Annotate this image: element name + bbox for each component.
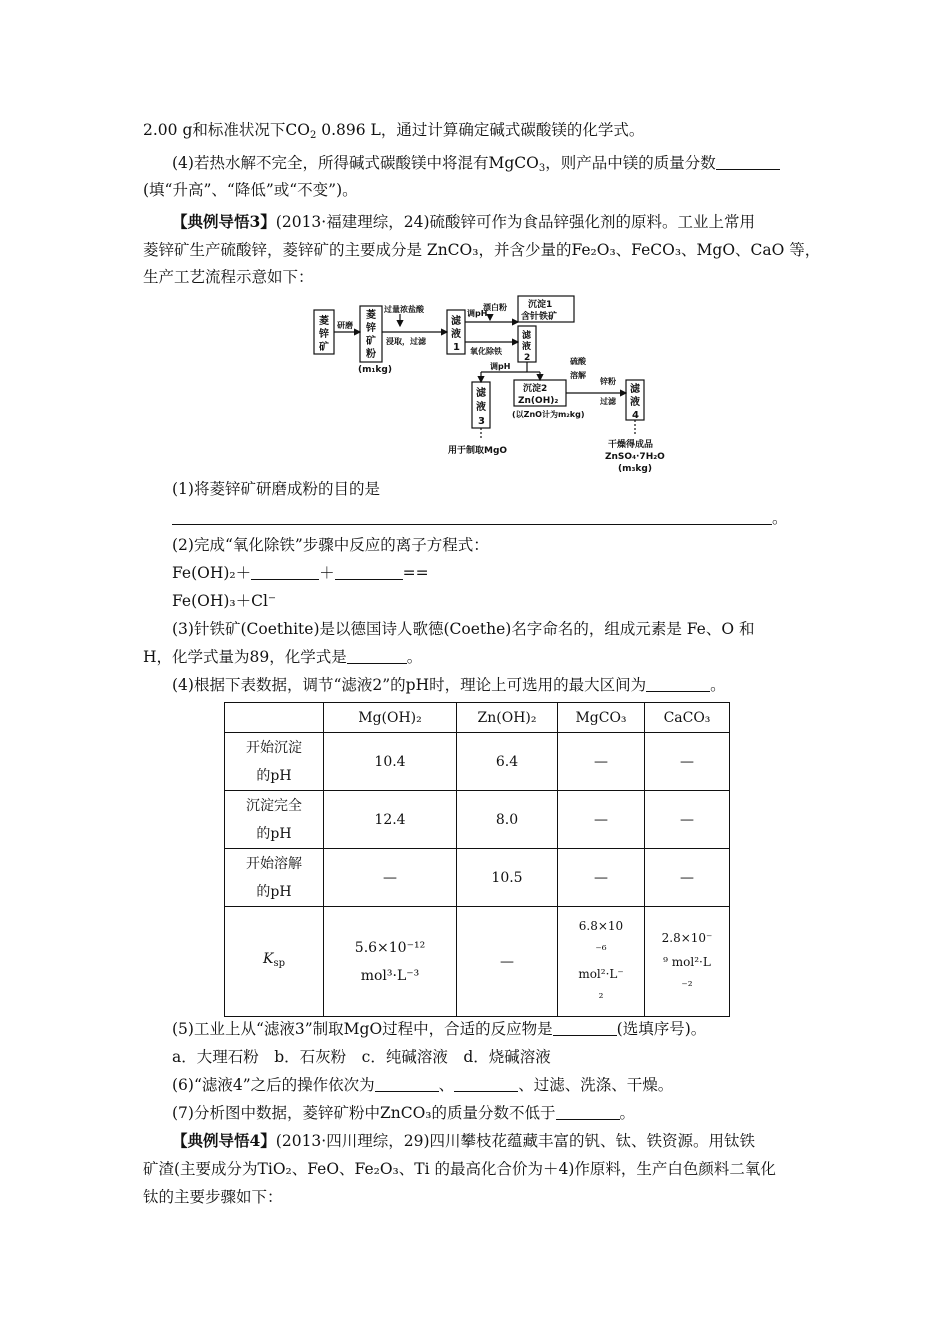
table-row [225, 791, 730, 849]
answer-blank [646, 677, 710, 692]
example-3-line-2: 菱锌矿生产硫酸锌，菱锌矿的主要成分是 ZnCO₃，并含少量的Fe₂O₃、FeCO₃、MgO、CaO 等， [143, 241, 821, 259]
table-cell: — [457, 907, 558, 1017]
example-3-intro: (2013·福建理综，24)硫酸锌可作为食品锌强化剂的原料。工业上常用 [275, 213, 755, 231]
flow-leach: 浸取，过滤 [386, 337, 426, 346]
answer-blank [172, 510, 772, 525]
example-4-line-3: 钛的主要步骤如下： [143, 1188, 283, 1206]
ksp-caco3-line: ⁹ mol²·L [663, 954, 711, 969]
eq1-part-a: Fe(OH)₂＋ [172, 564, 252, 582]
header-cell: MgCO₃ [558, 703, 645, 733]
q7-text: (7)分析图中数据，菱锌矿粉中ZnCO₃的质量分数不低于 [172, 1104, 556, 1122]
ksp-mgco3-line: ² [598, 990, 604, 1005]
line2-part-a: (4)若热水解不完全，所得碱式碳酸镁中将混有MgCO [172, 154, 539, 172]
table-row [225, 849, 730, 907]
row-label-line: 的pH [256, 883, 292, 900]
eq1-plus: ＋ [319, 564, 335, 582]
flow-acid: 过量浓盐酸 [384, 305, 424, 314]
ksp-label: K [262, 951, 274, 967]
question-4 [172, 675, 726, 695]
table-cell [558, 907, 645, 1017]
flow-zinc-powder: 锌粉 [600, 377, 616, 386]
ksp-caco3-line: ⁻² [681, 978, 693, 993]
q4-period: 。 [710, 676, 726, 694]
solubility-table [224, 702, 730, 1017]
answer-blank [251, 565, 319, 580]
table-cell: — [558, 791, 645, 849]
flow-f3-2: 液 [476, 402, 486, 413]
table-cell: — [558, 849, 645, 907]
question-1-answer-line [172, 508, 788, 528]
example-4-heading [172, 1131, 755, 1151]
question-7 [172, 1103, 635, 1123]
flow-ppt1-2: 含针铁矿 [521, 312, 558, 322]
q6-tail: 、过滤、洗涤、干燥。 [518, 1076, 674, 1094]
row-label [225, 733, 324, 791]
answer-blank [716, 155, 780, 170]
flow-ppt2-2: Zn(OH)₂ [518, 396, 559, 406]
answer-blank [375, 1077, 439, 1092]
flow-f4-1: 滤 [630, 384, 640, 395]
flow-f1-2: 液 [451, 329, 461, 340]
row-label-line: 开始沉淀 [246, 739, 302, 756]
text-line-2 [172, 153, 780, 179]
question-5-options: a．大理石粉 b．石灰粉 c．纯碱溶液 d．烧碱溶液 [172, 1048, 551, 1066]
flow-ore-1: 菱 [319, 316, 329, 327]
flow-bleach: 漂白粉 [483, 303, 507, 312]
q3-text: H，化学式量为89，化学式是 [143, 648, 347, 666]
flow-f4-2: 液 [630, 397, 640, 408]
header-cell: Mg(OH)₂ [324, 703, 457, 733]
flow-f2-2: 液 [522, 342, 532, 352]
flow-mgo: 用于制取MgO [448, 446, 508, 456]
flow-adjust-ph-2: 调pH [490, 362, 511, 371]
question-1: (1)将菱锌矿研磨成粉的目的是 [172, 480, 380, 498]
answer-blank [553, 1021, 617, 1036]
line1-part-c: 0.896 L，通过计算确定碱式碳酸镁的化学式。 [316, 121, 645, 139]
answer-blank [454, 1077, 518, 1092]
line2-sub: 3 [538, 163, 546, 174]
table-cell: — [324, 849, 457, 907]
flow-powder-4: 粉 [366, 349, 376, 360]
header-cell: CaCO₃ [645, 703, 730, 733]
flow-ore-2: 锌 [319, 329, 329, 340]
table-cell: — [645, 791, 730, 849]
q1-period: 。 [772, 509, 788, 527]
flow-ore-3: 矿 [319, 342, 329, 353]
example-4-tag: 【典例导悟4】 [172, 1131, 276, 1150]
flow-dry: 干燥得成品 [608, 440, 654, 450]
q6-sep: 、 [438, 1076, 455, 1094]
line1-sub: 2 [309, 130, 317, 141]
flow-sulfuric-2: 溶解 [570, 371, 586, 380]
flow-ppt1-1: 沉淀1 [528, 300, 553, 310]
flow-adjust-ph: 调pH [467, 309, 488, 318]
question-3-line-2 [143, 647, 422, 667]
question-2: (2)完成“氧化除铁”步骤中反应的离子方程式： [172, 536, 489, 554]
ksp-sub: sp [273, 958, 285, 969]
flow-f4-3: 4 [632, 410, 639, 421]
table-cell: — [645, 733, 730, 791]
table-cell: 6.4 [457, 733, 558, 791]
text-line-1 [143, 120, 644, 146]
answer-blank [556, 1105, 620, 1120]
table-cell: — [558, 733, 645, 791]
answer-blank [347, 649, 407, 664]
q5-text: (5)工业上从“滤液3”制取MgO过程中，合适的反应物是 [172, 1020, 553, 1038]
table-cell: 10.4 [324, 733, 457, 791]
flow-powder-2: 锌 [366, 323, 376, 334]
text-line-3: (填“升高”、“降低”或“不变”)。 [143, 181, 358, 199]
flow-m3: (m₃kg) [618, 464, 652, 474]
table-row-ksp [225, 907, 730, 1017]
q4-text: (4)根据下表数据，调节“滤液2”的pH时，理论上可选用的最大区间为 [172, 676, 647, 694]
flow-f2-1: 滤 [522, 331, 532, 341]
flow-powder-3: 矿 [366, 336, 376, 347]
question-6 [172, 1075, 673, 1095]
flow-f1-3: 1 [453, 342, 460, 353]
table-cell: — [645, 849, 730, 907]
row-label-line: 的pH [256, 825, 292, 842]
question-2-equation-1 [172, 563, 429, 583]
flow-filter: 过滤 [600, 397, 616, 406]
table-cell: 8.0 [457, 791, 558, 849]
example-4-line-2: 矿渣(主要成分为TiO₂、FeO、Fe₂O₃、Ti 的最高化合价为＋4)作原料，生产白色颜料二氧化 [143, 1160, 776, 1178]
flow-m1: (m₁kg) [358, 365, 392, 375]
process-flowchart [300, 292, 680, 482]
table-cell [324, 907, 457, 1017]
question-5 [172, 1019, 706, 1039]
example-4-intro: (2013·四川理综，29)四川攀枝花蕴藏丰富的钒、钛、铁资源。用钛铁 [275, 1132, 755, 1150]
q7-period: 。 [619, 1104, 636, 1122]
header-cell [225, 703, 324, 733]
table-row [225, 733, 730, 791]
flow-f1-1: 滤 [451, 316, 461, 327]
q3-period: 。 [406, 648, 423, 666]
ksp-caco3-line: 2.8×10⁻ [661, 930, 713, 945]
row-label-line: 的pH [256, 767, 292, 784]
flow-powder-1: 菱 [366, 310, 376, 321]
flow-f3-3: 3 [478, 416, 485, 427]
flow-oxidize: 氧化除铁 [470, 347, 502, 356]
ksp-mgco3-line: 6.8×10 [578, 918, 624, 933]
eq1-equals: == [402, 564, 429, 582]
q6-text: (6)“滤液4”之后的操作依次为 [172, 1076, 375, 1094]
row-label [225, 849, 324, 907]
flow-sulfuric-1: 硫酸 [570, 357, 586, 366]
ksp-mgco3-line: mol²·L⁻ [578, 966, 624, 981]
table-cell: 10.5 [457, 849, 558, 907]
ksp-mg-line: 5.6×10⁻¹² [354, 939, 426, 956]
flow-f3-1: 滤 [476, 388, 486, 399]
line2-part-c: ，则产品中镁的质量分数 [545, 154, 716, 172]
flow-f2-3: 2 [524, 353, 531, 363]
row-label [225, 791, 324, 849]
example-3-tag: 【典例导悟3】 [172, 212, 276, 231]
header-cell: Zn(OH)₂ [457, 703, 558, 733]
table-header-row [225, 703, 730, 733]
row-label [225, 907, 324, 1017]
q5-tail: (选填序号)。 [616, 1020, 707, 1038]
row-label-line: 沉淀完全 [246, 797, 302, 814]
row-label-line: 开始溶解 [246, 855, 302, 872]
question-3-line-1: (3)针铁矿(Coethite)是以德国诗人歌德(Coethe)名字命名的，组成元素是 Fe、O 和 [172, 620, 755, 638]
answer-blank [335, 565, 403, 580]
flow-ppt2-1: 沉淀2 [523, 384, 548, 394]
example-3-heading [172, 212, 755, 232]
flow-grind: 研磨 [337, 321, 353, 330]
question-2-equation-2: Fe(OH)₃＋Cl⁻ [172, 592, 277, 610]
example-3-line-3: 生产工艺流程示意如下： [143, 268, 314, 286]
line1-part-a: 2.00 g和标准状况下CO [143, 121, 310, 139]
flow-product: ZnSO₄·7H₂O [605, 452, 665, 462]
flow-ppt2-note: (以ZnO计为m₂kg) [512, 410, 585, 419]
ksp-mg-line: mol³·L⁻³ [360, 967, 420, 984]
table-cell [645, 907, 730, 1017]
table-cell: 12.4 [324, 791, 457, 849]
ksp-mgco3-line: ⁻⁶ [595, 942, 607, 957]
